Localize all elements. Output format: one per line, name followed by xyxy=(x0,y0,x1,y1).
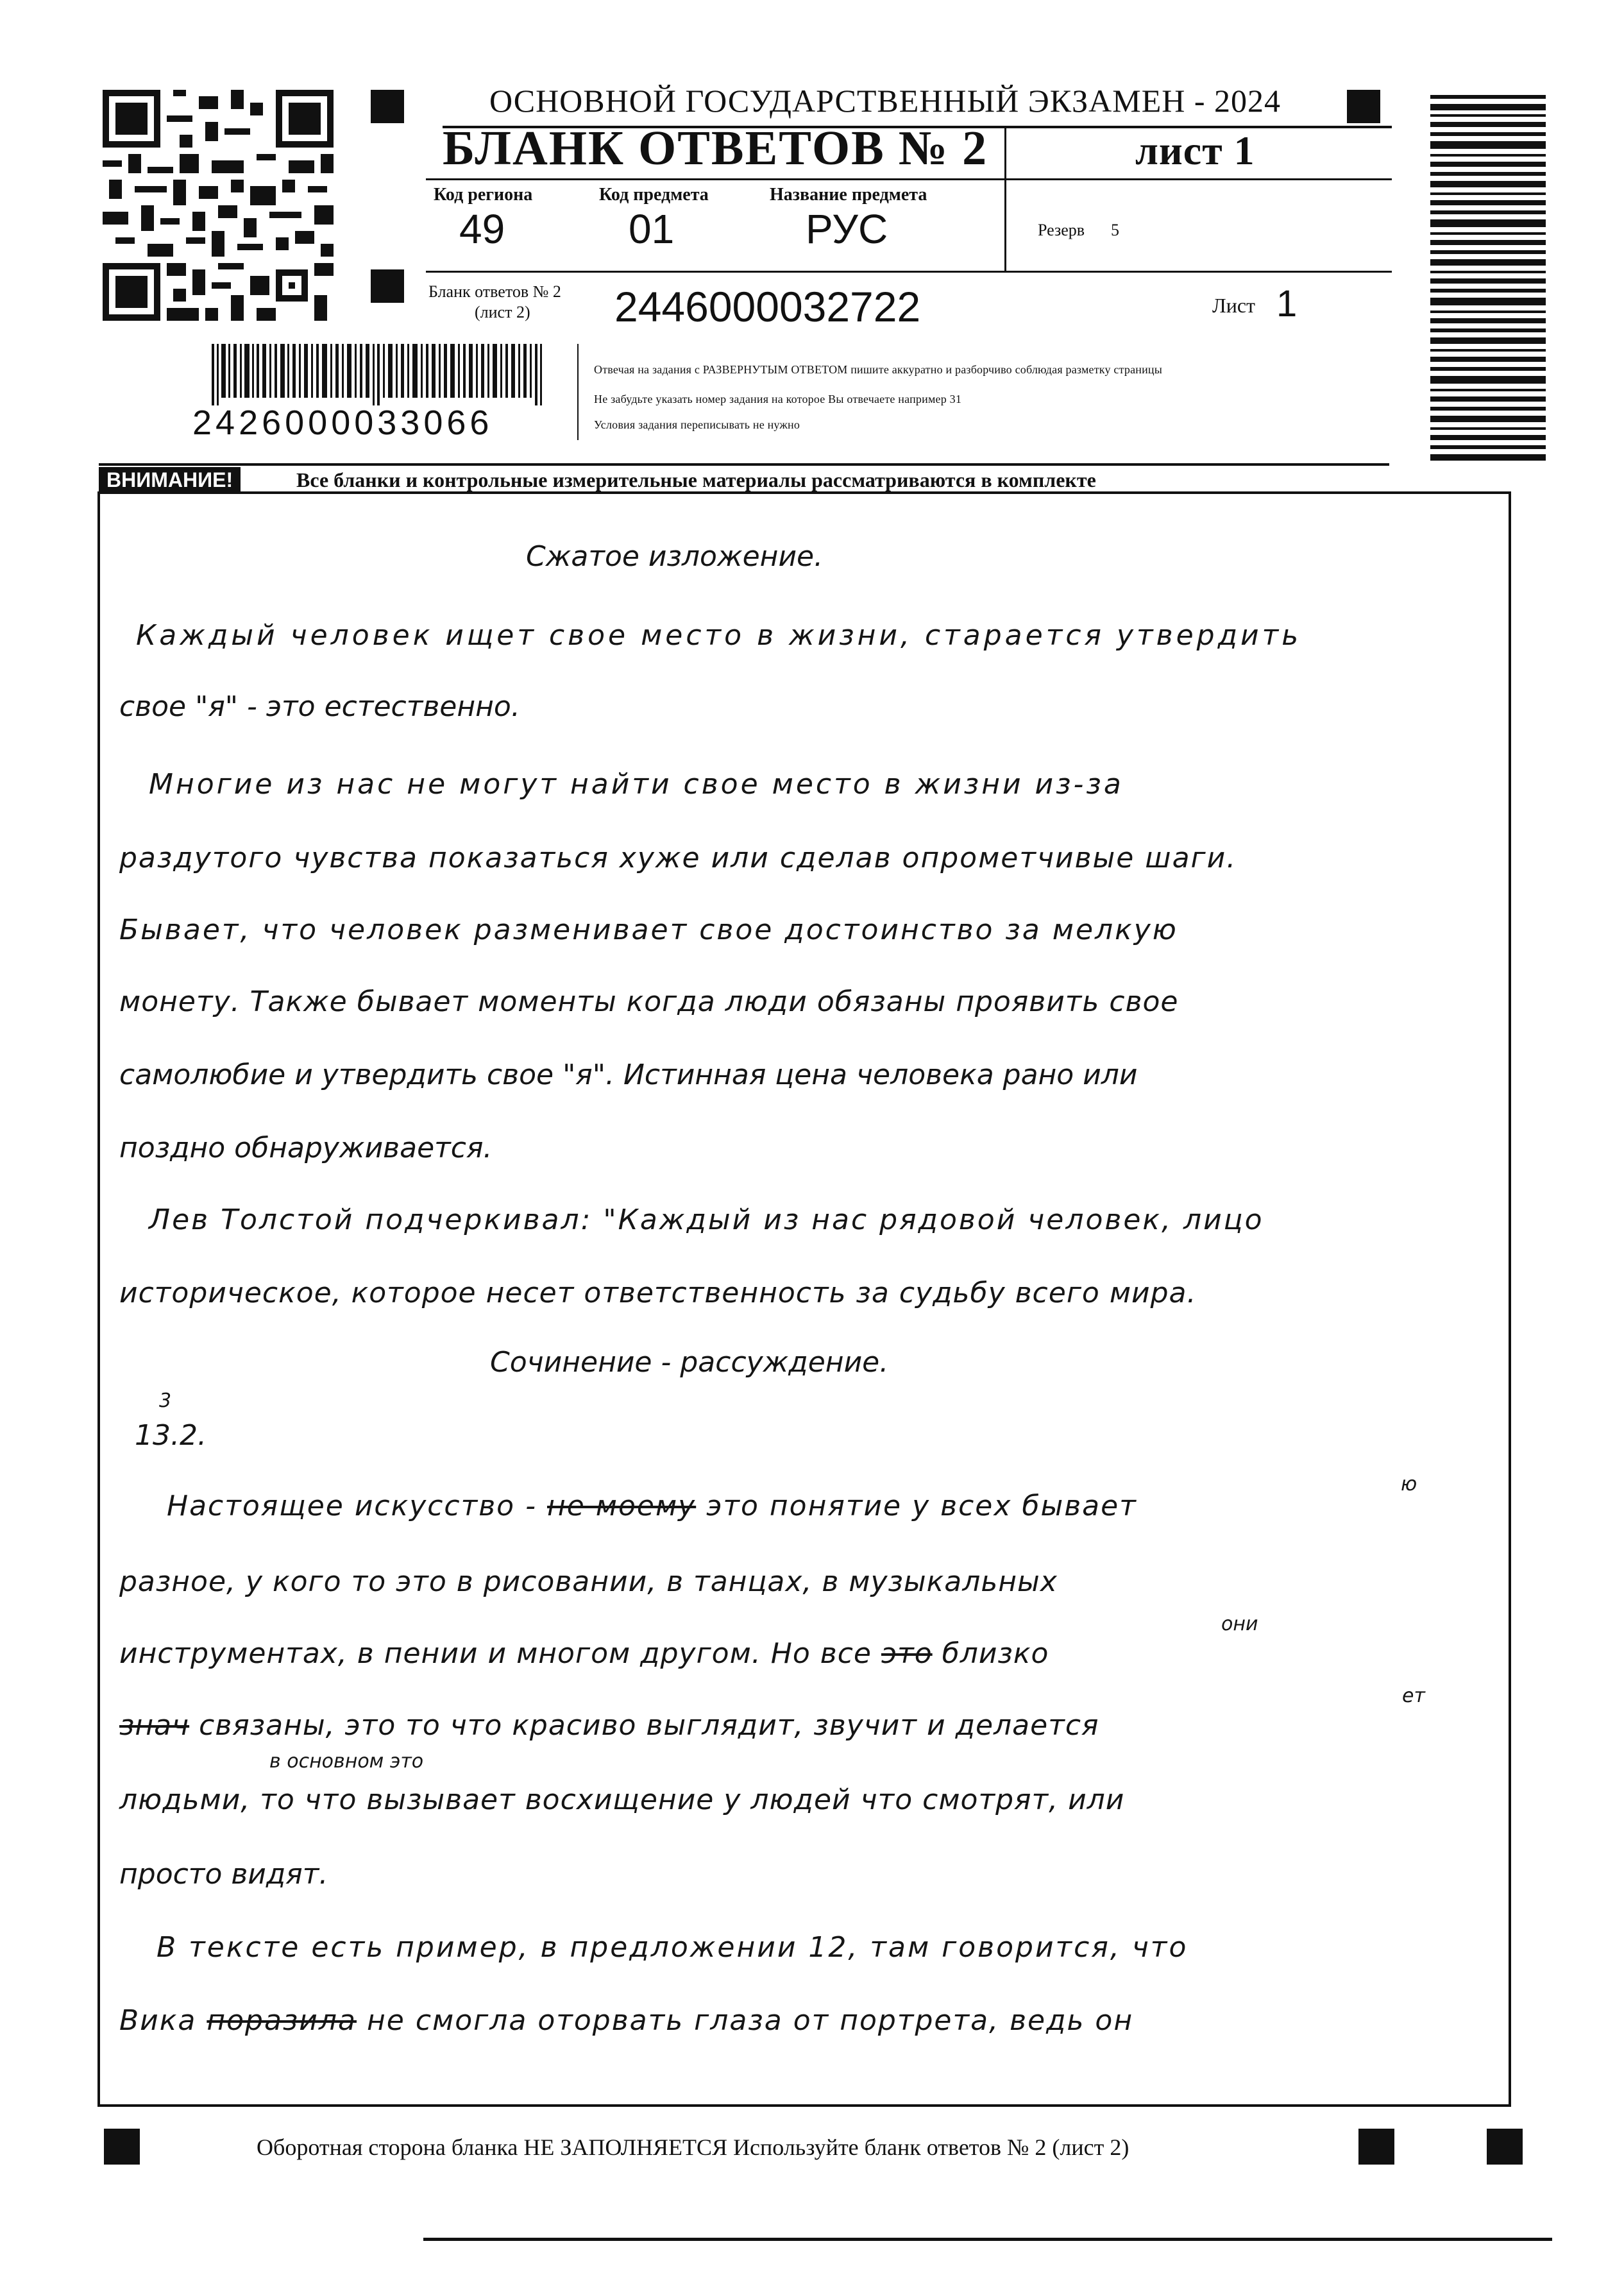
corner-marker xyxy=(1347,90,1380,123)
corner-marker xyxy=(104,2129,140,2165)
form-title: БЛАНК ОТВЕТОВ № 2 xyxy=(443,121,988,175)
instruction-line: Условия задания переписывать не нужно xyxy=(594,418,800,431)
subject-code-value: 01 xyxy=(629,206,675,252)
essay-text: инструментах, в пении и многом другом. Но все xyxy=(119,1637,872,1670)
divider xyxy=(99,463,1389,466)
correction-text: ю xyxy=(1401,1473,1417,1495)
answer-line: самолюбие и утвердить свое "я". Истинная цена человека рано или xyxy=(119,1059,1138,1091)
essay-line xyxy=(119,1637,1049,1670)
answer-line: Многие из нас не могут найти свое место в жизни из-за xyxy=(149,768,1124,801)
essay-text: Настоящее искусство - xyxy=(167,1490,537,1522)
answer-line: поздно обнаруживается. xyxy=(119,1132,493,1164)
answer-line: свое "я" - это естественно. xyxy=(119,690,520,723)
correction-text: ет xyxy=(1402,1685,1425,1707)
crossed-out-text: это xyxy=(881,1637,933,1670)
subject-name-label: Название предмета xyxy=(770,185,927,205)
notice-badge: ВНИМАНИЕ! xyxy=(99,467,241,493)
answer-sheet-ref-label: Бланк ответов № 2 xyxy=(428,282,561,301)
corner-marker xyxy=(371,269,404,303)
answer-line: Лев Толстой подчеркивал: "Каждый из нас рядовой человек, лицо xyxy=(149,1204,1264,1236)
essay-text: это понятие у всех бывает xyxy=(706,1490,1137,1522)
essay-heading: Сочинение - рассуждение. xyxy=(490,1346,889,1379)
notice-text: Все бланки и контрольные измерительные материалы рассматриваются в комплекте xyxy=(296,468,1096,491)
essay-text: Вика xyxy=(119,2004,197,2037)
instruction-line: Не забудьте указать номер задания на которое Вы отвечаете например 31 xyxy=(594,393,962,405)
reserve-label: Резерв xyxy=(1038,221,1085,239)
answer-line: Бывает, что человек разменивает свое достоинство за мелкую xyxy=(119,914,1178,946)
essay-text: не смогла оторвать глаза от портрета, ведь он xyxy=(367,2004,1134,2037)
divider xyxy=(426,271,1392,273)
answer-sheet-ref-sub: (лист 2) xyxy=(475,303,530,321)
crossed-out-text: поразила xyxy=(207,2004,357,2037)
barcode-number: 2426000033066 xyxy=(192,404,493,442)
instruction-line: Отвечая на задания с РАЗВЕРНУТЫМ ОТВЕТОМ пишите аккуратно и разборчиво соблюдая разметку страницы xyxy=(594,363,1163,376)
region-label: Код региона xyxy=(434,185,533,205)
exam-title: ОСНОВНОЙ ГОСУДАРСТВЕННЫЙ ЭКЗАМЕН - 2024 xyxy=(489,83,1281,119)
essay-line: разное, у кого то это в рисовании, в танцах, в музыкальных xyxy=(119,1565,1058,1598)
summary-heading: Сжатое изложение. xyxy=(526,540,824,573)
correction-text: они xyxy=(1221,1613,1258,1635)
answer-line: Каждый человек ищет свое место в жизни, старается утвердить xyxy=(136,619,1302,652)
correction-text: в основном это xyxy=(269,1750,424,1773)
divider xyxy=(1004,128,1006,272)
task-number-correction: 3 xyxy=(159,1390,172,1412)
crossed-out-text: не моему xyxy=(546,1490,697,1522)
answer-line: раздутого чувства показаться хуже или сделав опрометчивые шаги. xyxy=(119,842,1237,874)
answer-line: историческое, которое несет ответственность за судьбу всего мира. xyxy=(119,1277,1197,1309)
side-barcode xyxy=(1430,95,1546,461)
essay-line: В тексте есть пример, в предложении 12, там говорится, что xyxy=(156,1931,1188,1964)
essay-line xyxy=(119,2004,1133,2037)
corner-marker xyxy=(1358,2129,1394,2165)
task-number: 13.2. xyxy=(135,1419,207,1452)
footer-text: Оборотная сторона бланка НЕ ЗАПОЛНЯЕТСЯ Используйте бланк ответов № 2 (лист 2) xyxy=(257,2134,1129,2160)
divider xyxy=(423,2238,1552,2241)
essay-text: близко xyxy=(942,1637,1049,1670)
essay-line: просто видят. xyxy=(119,1858,328,1891)
subject-name-value: РУС xyxy=(806,206,888,252)
divider xyxy=(426,178,1392,180)
subject-code-label: Код предмета xyxy=(599,185,709,205)
list-value: 1 xyxy=(1276,283,1298,325)
barcode xyxy=(212,344,552,405)
qr-code xyxy=(103,90,334,321)
answer-line: монету. Также бывает моменты когда люди обязаны проявить свое xyxy=(119,985,1179,1018)
essay-line: людьми, то что вызывает восхищение у людей что смотрят, или xyxy=(119,1783,1125,1816)
divider xyxy=(577,344,579,440)
corner-marker xyxy=(371,90,404,123)
corner-marker xyxy=(1487,2129,1523,2165)
list-label: Лист xyxy=(1212,294,1256,317)
sheet-label: лист 1 xyxy=(1135,128,1255,173)
essay-line xyxy=(167,1490,1137,1522)
essay-line xyxy=(119,1709,1099,1742)
essay-text: связаны, это то что красиво выглядит, звучит и делается xyxy=(199,1709,1099,1742)
answer-sheet-number: 2446000032722 xyxy=(614,283,921,330)
crossed-out-text: знач xyxy=(119,1709,190,1742)
reserve-value: 5 xyxy=(1111,221,1119,239)
region-value: 49 xyxy=(459,206,505,252)
